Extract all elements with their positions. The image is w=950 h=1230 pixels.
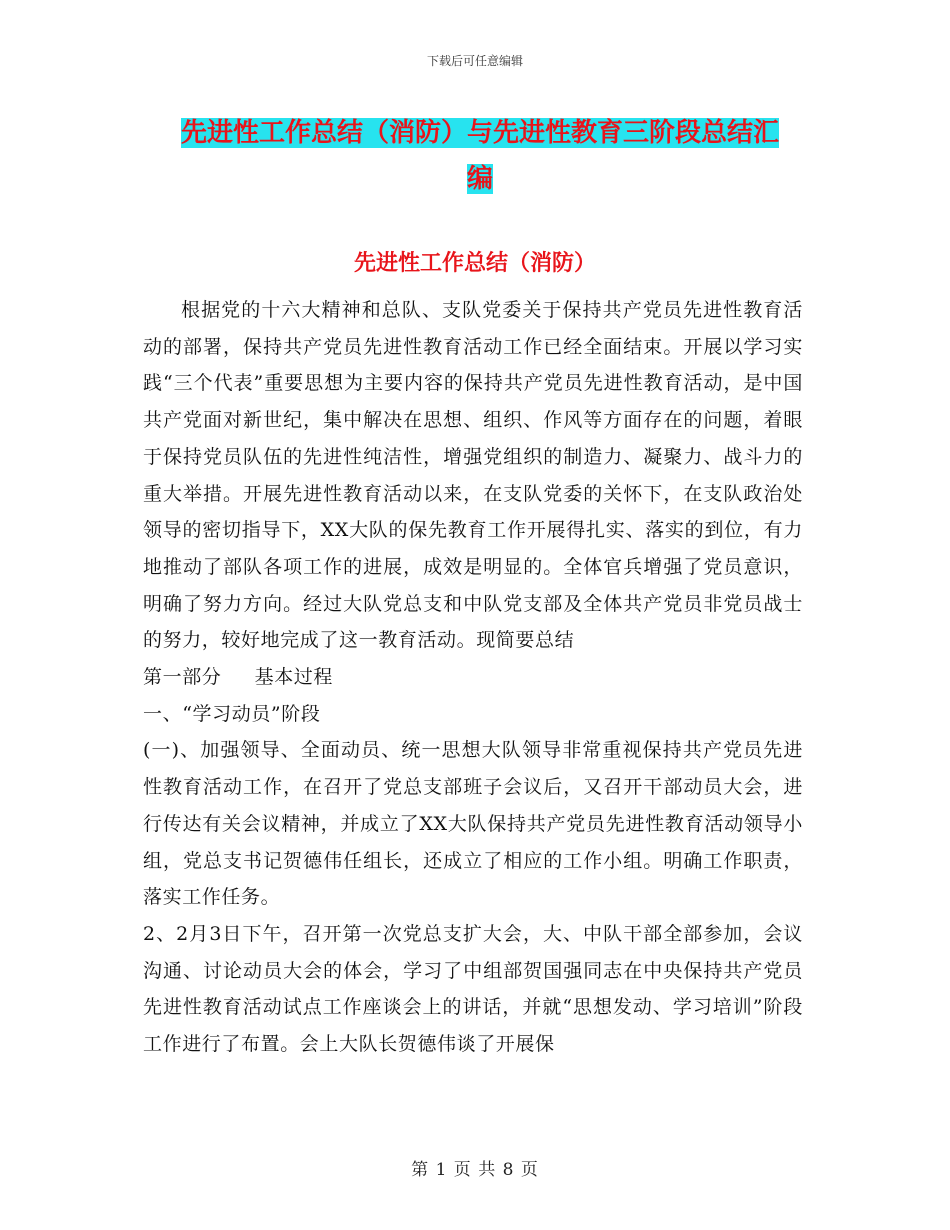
intro-paragraph: 根据党的十六大精神和总队、支队党委关于保持共产党员先进性教育活动的部署，保持共产党员先进性教育活动工作已经全面结束。开展以学习实践“三个代表”重要思想为主要内容的保持共产党员先进性教育活动，是中国共产党面对新世纪，集中解决在思想、组织、作风等方面存在的问题，着眼于保持党员队伍的先进性纯洁性，增强党组织的制造力、凝聚力、战斗力的重大举措。开展先进性教育活动以来，在支队党委的关怀下，在支队政治处领导的密切指导下，XX大队的保先教育工作开展得扎实、落实的到位，有力地推动了部队各项工作的进展，成效是明显的。全体官兵增强了党员意识，明确了努力方向。经过大队党总支和中队党支部及全体共产党员非党员战士的努力，较好地完成了这一教育活动。现简要总结 — [143, 299, 803, 652]
page-header-note: 下载后可任意编辑 — [426, 54, 523, 68]
item-paragraph-1: (一)、加强领导、全面动员、统一思想大队领导非常重视保持共产党员先进性教育活动工作，在召开了党总支部班子会议后，又召开干部动员大会，进行传达有关会议精神，并成立了XX大队保持共产党员先进性教育活动领导小组，党总支书记贺德伟任组长，还成立了相应的工作小组。明确工作职责，落实工作任务。 — [143, 739, 803, 909]
document-body — [143, 292, 803, 1063]
title-line-1: 先进性工作总结（消防）与先进性教育三阶段总结汇 — [180, 118, 779, 148]
page-number: 第 1 页 共 8 页 — [411, 1160, 539, 1180]
title-line-2: 编 — [466, 164, 493, 194]
stage-heading: 一、“学习动员”阶段 — [143, 702, 321, 725]
document-title — [150, 110, 810, 202]
item-paragraph-2: 2、2月3日下午，召开第一次党总支扩大会，大、中队干部全部参加，会议沟通、讨论动员大会的体会，学习了中组部贺国强同志在中央保持共产党员先进性教育活动试点工作座谈会上的讲话，并就“思想发动、学习培训”阶段工作进行了布置。会上大队长贺德伟谈了开展保 — [143, 922, 803, 1056]
part-heading: 第一部分 基本过程 — [143, 666, 333, 689]
section-title: 先进性工作总结（消防） — [353, 251, 596, 276]
